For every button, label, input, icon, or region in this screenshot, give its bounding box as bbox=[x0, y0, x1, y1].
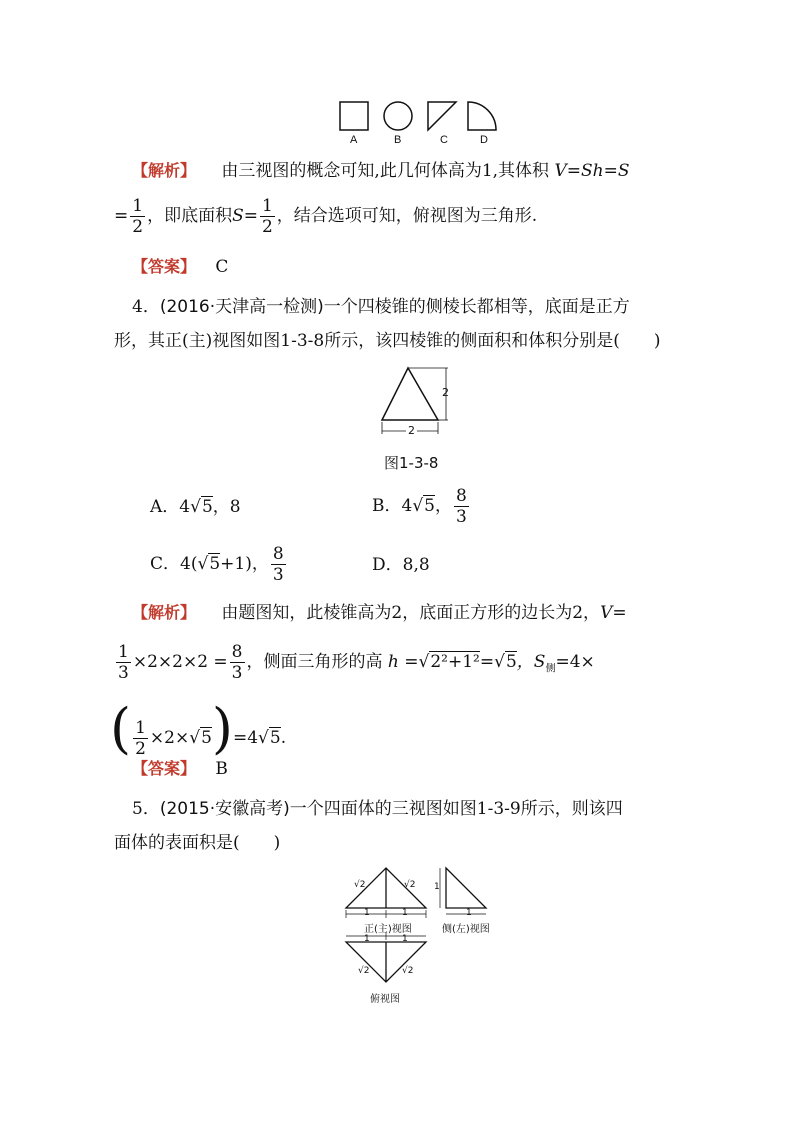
q3-analysis-line2: = $\frac{1}{2}$ ，即底面积S= $\frac{1}{2}$ ，结合选项可知，俯视图为三角形. bbox=[114, 196, 538, 237]
top-view bbox=[346, 942, 426, 982]
q4-answer: 【答案】 B bbox=[132, 759, 228, 779]
q3-answer: 【答案】 C bbox=[132, 257, 229, 277]
side-view bbox=[446, 868, 486, 908]
front-sqrt2-right: √2 bbox=[404, 880, 416, 890]
top-sqrt2-right: √2 bbox=[402, 966, 414, 976]
option-label-b: B bbox=[394, 134, 402, 146]
side-dim-1-bottom: 1 bbox=[466, 908, 472, 918]
front-sqrt2-left: √2 bbox=[354, 880, 366, 890]
q4-stem-line1: 4．(2016·天津高一检测)一个四棱锥的侧棱长都相等，底面是正方 bbox=[132, 297, 630, 317]
q5-stem-line2: 面体的表面积是( ) bbox=[114, 833, 281, 853]
top-dim-1-left: 1 bbox=[364, 934, 370, 944]
fraction: $\frac{1}{2}$ bbox=[132, 196, 144, 237]
q4-option-a: A．4√5，8 bbox=[150, 497, 241, 517]
pyramid-front-view-triangle bbox=[382, 368, 438, 420]
fraction: $\frac{1}{2}$ bbox=[261, 196, 273, 237]
top-sqrt2-left: √2 bbox=[358, 966, 370, 976]
base-label: 2 bbox=[408, 424, 415, 437]
q3-analysis-line1: 【解析】 由三视图的概念可知,此几何体高为1,其体积 V=Sh=S bbox=[132, 161, 630, 181]
front-dim-1-right: 1 bbox=[402, 908, 408, 918]
front-dim-1-left: 1 bbox=[364, 908, 370, 918]
top-caption: 俯视图 bbox=[370, 994, 400, 1005]
option-c-triangle bbox=[428, 102, 456, 130]
option-d-quarter-circle bbox=[468, 102, 496, 130]
option-a-square bbox=[340, 102, 368, 130]
q5-stem-line1: 5．(2015·安徽高考)一个四面体的三视图如图1-3-9所示，则该四 bbox=[132, 799, 623, 819]
side-caption: 侧(左)视图 bbox=[442, 924, 490, 935]
q4-option-b: B．4√5， $\frac{8}{3}$ bbox=[372, 486, 467, 527]
q4-stem-line2: 形，其正(主)视图如图1-3-8所示，该四棱锥的侧面积和体积分别是( ) bbox=[114, 331, 661, 351]
option-b-circle bbox=[384, 102, 412, 130]
analysis-tag: 【解析】 bbox=[132, 161, 197, 180]
q4-analysis-line3: ( $\frac{1}{2}$ ×2×√5)=4√5. bbox=[110, 697, 287, 760]
figure-caption: 图1-3-8 bbox=[384, 454, 439, 472]
height-label: 2 bbox=[442, 386, 449, 399]
front-caption: 正(主)视图 bbox=[364, 924, 412, 935]
q4-analysis-line2: $\frac{1}{3}$ ×2×2×2 = $\frac{8}{3}$ ，侧面三角形的高 h =√2²+1²=√5，$S_侧=4\times$ bbox=[118, 642, 595, 683]
side-dim-1: 1 bbox=[434, 882, 440, 892]
option-label-d: D bbox=[480, 134, 488, 146]
q4-option-d: D．8,8 bbox=[372, 555, 430, 575]
q4-analysis-line1: 【解析】 由题图知，此棱锥高为2，底面正方形的边长为2，V= bbox=[132, 603, 627, 623]
top-dim-1-right: 1 bbox=[402, 934, 408, 944]
q4-option-c: C．4(√5+1)， $\frac{8}{3}$ bbox=[150, 544, 284, 585]
option-label-a: A bbox=[350, 134, 358, 146]
option-label-c: C bbox=[440, 134, 448, 146]
